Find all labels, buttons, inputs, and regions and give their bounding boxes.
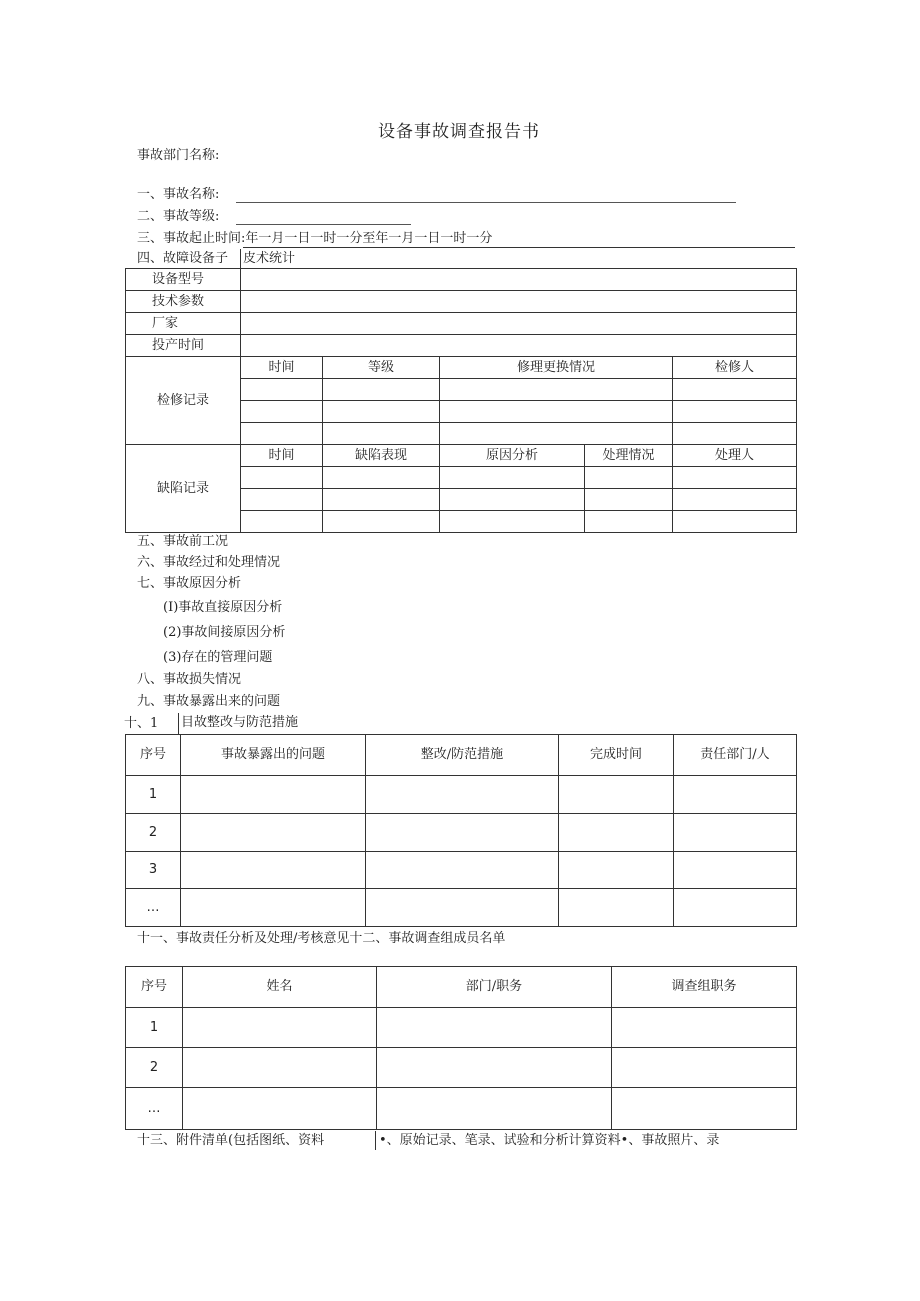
members-header-no: 序号 (126, 967, 183, 1008)
accident-level-blank[interactable] (236, 224, 411, 225)
section-11-12-label: 十一、事故责任分析及处理/考核意见十二、事故调查组成员名单 (137, 931, 506, 946)
defect-record-label: 缺陷记录 (126, 445, 241, 533)
table-row (126, 1048, 797, 1088)
row-number: … (126, 1088, 183, 1130)
table-cell[interactable] (366, 889, 559, 927)
defect-cell[interactable] (673, 511, 797, 533)
table-cell[interactable] (674, 814, 797, 852)
table-cell[interactable] (366, 814, 559, 852)
table-cell[interactable] (377, 1048, 612, 1088)
section-7-label: 七、事故原因分析 (137, 576, 242, 591)
accident-department-label: 事故部门名称: (137, 148, 220, 163)
table-cell[interactable] (377, 1088, 612, 1130)
table-cell[interactable] (366, 852, 559, 889)
divider-line (243, 247, 795, 248)
divider-tick (178, 713, 179, 734)
divider-tick (240, 249, 241, 268)
defect-cell[interactable] (241, 467, 323, 489)
section-7-sub-2: (2)事故间接原因分析 (163, 625, 286, 640)
section-5-label: 五、事故前工况 (137, 534, 229, 549)
defect-cell[interactable] (440, 467, 585, 489)
table-row (126, 776, 797, 814)
maintenance-cell[interactable] (673, 379, 797, 401)
members-table (125, 966, 797, 1130)
maintenance-cell[interactable] (323, 401, 440, 423)
table-cell[interactable] (366, 776, 559, 814)
maintenance-header-person: 检修人 (673, 357, 797, 379)
members-header-role: 调查组职务 (612, 967, 797, 1008)
tech-statistics-label: 皮术统计 (243, 251, 296, 266)
row-number: 2 (126, 814, 181, 852)
accident-time-label: 三、事故起止时间:年一月一日一时一分至年一月一日一时一分 (137, 231, 493, 246)
defect-cell[interactable] (241, 489, 323, 511)
manufacturer-label: 厂家 (126, 313, 241, 335)
maintenance-cell[interactable] (241, 379, 323, 401)
table-cell[interactable] (612, 1048, 797, 1088)
maintenance-header-level: 等级 (323, 357, 440, 379)
measures-header-measure: 整改/防范措施 (366, 735, 559, 776)
table-cell[interactable] (183, 1048, 377, 1088)
section-8-label: 八、事故损失情况 (137, 672, 242, 687)
defect-cell[interactable] (323, 511, 440, 533)
row-number: 1 (126, 1008, 183, 1048)
table-row (126, 852, 797, 889)
defect-cell[interactable] (323, 467, 440, 489)
table-cell[interactable] (559, 776, 674, 814)
defect-header-cause: 原因分析 (440, 445, 585, 467)
tech-params-input[interactable] (241, 291, 797, 313)
defect-cell[interactable] (440, 511, 585, 533)
defect-header-symptom: 缺陷表现 (323, 445, 440, 467)
table-cell[interactable] (612, 1008, 797, 1048)
measures-header-no: 序号 (126, 735, 181, 776)
table-cell[interactable] (559, 852, 674, 889)
maintenance-header-time: 时间 (241, 357, 323, 379)
defect-cell[interactable] (323, 489, 440, 511)
table-row (126, 889, 797, 927)
maintenance-cell[interactable] (323, 379, 440, 401)
equipment-model-input[interactable] (241, 269, 797, 291)
maintenance-cell[interactable] (673, 401, 797, 423)
defect-cell[interactable] (585, 511, 673, 533)
maintenance-cell[interactable] (440, 423, 673, 445)
equipment-table (125, 268, 797, 533)
maintenance-record-label: 检修记录 (126, 357, 241, 445)
accident-name-label: 一、事故名称: (137, 187, 220, 202)
defect-header-person: 处理人 (673, 445, 797, 467)
table-row (126, 1088, 797, 1130)
section-13-attachments: •、原始记录、笔录、试验和分析计算资料•、事故照片、录 (379, 1133, 720, 1148)
defect-header-handling: 处理情况 (585, 445, 673, 467)
measures-header-owner: 责任部门/人 (674, 735, 797, 776)
defect-cell[interactable] (673, 467, 797, 489)
manufacturer-input[interactable] (241, 313, 797, 335)
table-cell[interactable] (674, 889, 797, 927)
defect-header-time: 时间 (241, 445, 323, 467)
table-cell[interactable] (181, 776, 366, 814)
defect-cell[interactable] (673, 489, 797, 511)
members-header-dept: 部门/职务 (377, 967, 612, 1008)
maintenance-header-repair: 修理更换情况 (440, 357, 673, 379)
section-6-label: 六、事故经过和处理情况 (137, 555, 281, 570)
accident-level-label: 二、事故等级: (137, 209, 220, 224)
table-cell[interactable] (674, 776, 797, 814)
measures-header-problem: 事故暴露出的问题 (181, 735, 366, 776)
table-cell[interactable] (674, 852, 797, 889)
measures-header-deadline: 完成时间 (559, 735, 674, 776)
equipment-model-label: 设备型号 (126, 269, 241, 291)
row-number: 1 (126, 776, 181, 814)
page-title: 设备事故调查报告书 (378, 122, 540, 142)
row-number: … (126, 889, 181, 927)
table-cell[interactable] (181, 889, 366, 927)
table-row (126, 814, 797, 852)
defect-cell[interactable] (241, 511, 323, 533)
divider-tick (375, 1131, 376, 1150)
table-cell[interactable] (612, 1088, 797, 1130)
table-row (126, 1008, 797, 1048)
table-cell[interactable] (183, 1008, 377, 1048)
table-cell[interactable] (377, 1008, 612, 1048)
row-number: 3 (126, 852, 181, 889)
accident-name-blank[interactable] (236, 202, 736, 203)
tech-params-label: 技术参数 (126, 291, 241, 313)
maintenance-cell[interactable] (440, 379, 673, 401)
measures-table (125, 734, 797, 927)
table-cell[interactable] (181, 814, 366, 852)
defect-cell[interactable] (585, 467, 673, 489)
maintenance-cell[interactable] (323, 423, 440, 445)
table-cell[interactable] (559, 814, 674, 852)
section-7-sub-1: (I)事故直接原因分析 (163, 600, 283, 615)
maintenance-cell[interactable] (673, 423, 797, 445)
maintenance-cell[interactable] (440, 401, 673, 423)
table-cell[interactable] (559, 889, 674, 927)
section-13-label: 十三、附件清单(包括图纸、资料 (137, 1133, 325, 1148)
commission-date-label: 投产时间 (126, 335, 241, 357)
table-cell[interactable] (183, 1088, 377, 1130)
defect-cell[interactable] (585, 489, 673, 511)
maintenance-cell[interactable] (241, 401, 323, 423)
commission-date-input[interactable] (241, 335, 797, 357)
maintenance-cell[interactable] (241, 423, 323, 445)
row-number: 2 (126, 1048, 183, 1088)
members-header-name: 姓名 (183, 967, 377, 1008)
faulty-equipment-label: 四、故障设备子 (137, 251, 229, 266)
defect-cell[interactable] (440, 489, 585, 511)
section-10-number: 十、1 (124, 716, 159, 731)
table-cell[interactable] (181, 852, 366, 889)
section-10-label: 目故整改与防范措施 (181, 715, 299, 730)
section-7-sub-3: (3)存在的管理问题 (163, 650, 273, 665)
section-9-label: 九、事故暴露出来的问题 (137, 694, 281, 709)
